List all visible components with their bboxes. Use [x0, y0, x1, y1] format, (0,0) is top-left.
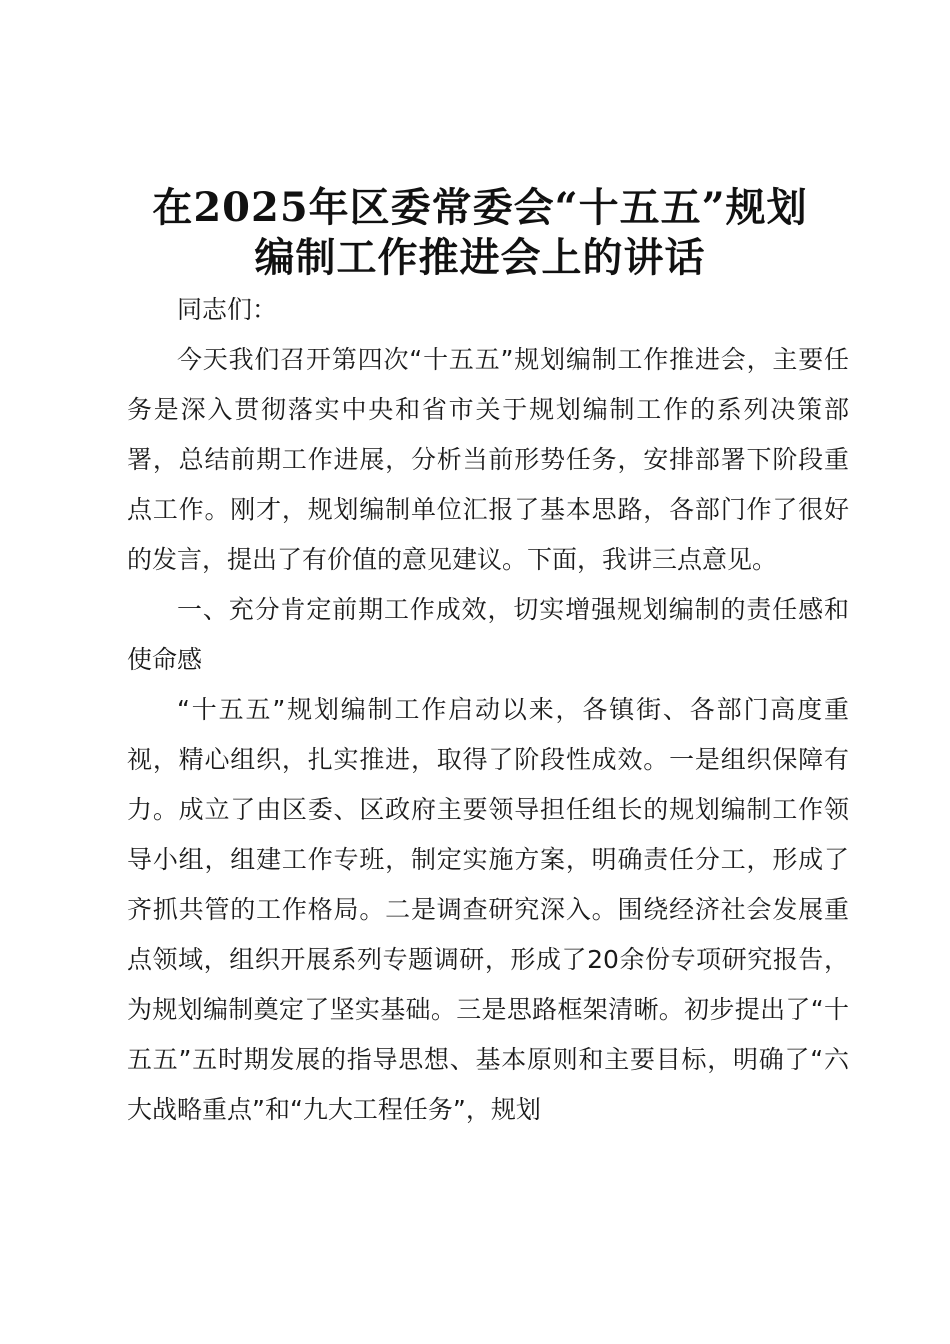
salutation: 同志们： [177, 295, 278, 324]
paragraph-opening: 今天我们召开第四次“十五五”规划编制工作推进会，主要任务是深入贯彻落实中央和省市关于规划编制工作的系列决策部署，总结前期工作进展，分析当前形势任务，安排部署下阶段重点工作。刚才，规划编制单位汇报了基本思路，各部门作了很好的发言，提出了有价值的意见建议。下面，我讲三点意见。 [127, 345, 849, 574]
document-body [127, 285, 849, 1135]
title-line-1: 在2025年区委常委会“十五五”规划 [152, 184, 808, 231]
section-heading-1: 一、充分肯定前期工作成效，切实增强规划编制的责任感和使命感 [127, 595, 849, 674]
paragraph-section-1: “十五五”规划编制工作启动以来，各镇街、各部门高度重视，精心组织，扎实推进，取得了阶段性成效。一是组织保障有力。成立了由区委、区政府主要领导担任组长的规划编制工作领导小组，组建工作专班，制定实施方案，明确责任分工，形成了齐抓共管的工作格局。二是调查研究深入。围绕经济社会发展重点领域，组织开展系列专题调研，形成了20余份专项研究报告，为规划编制奠定了坚实基础。三是思路框架清晰。初步提出了“十五五”五时期发展的指导思想、基本原则和主要目标，明确了“六大战略重点”和“九大工程任务”，规划 [127, 695, 849, 1124]
document-title [100, 183, 860, 283]
title-line-2: 编制工作推进会上的讲话 [254, 234, 706, 281]
